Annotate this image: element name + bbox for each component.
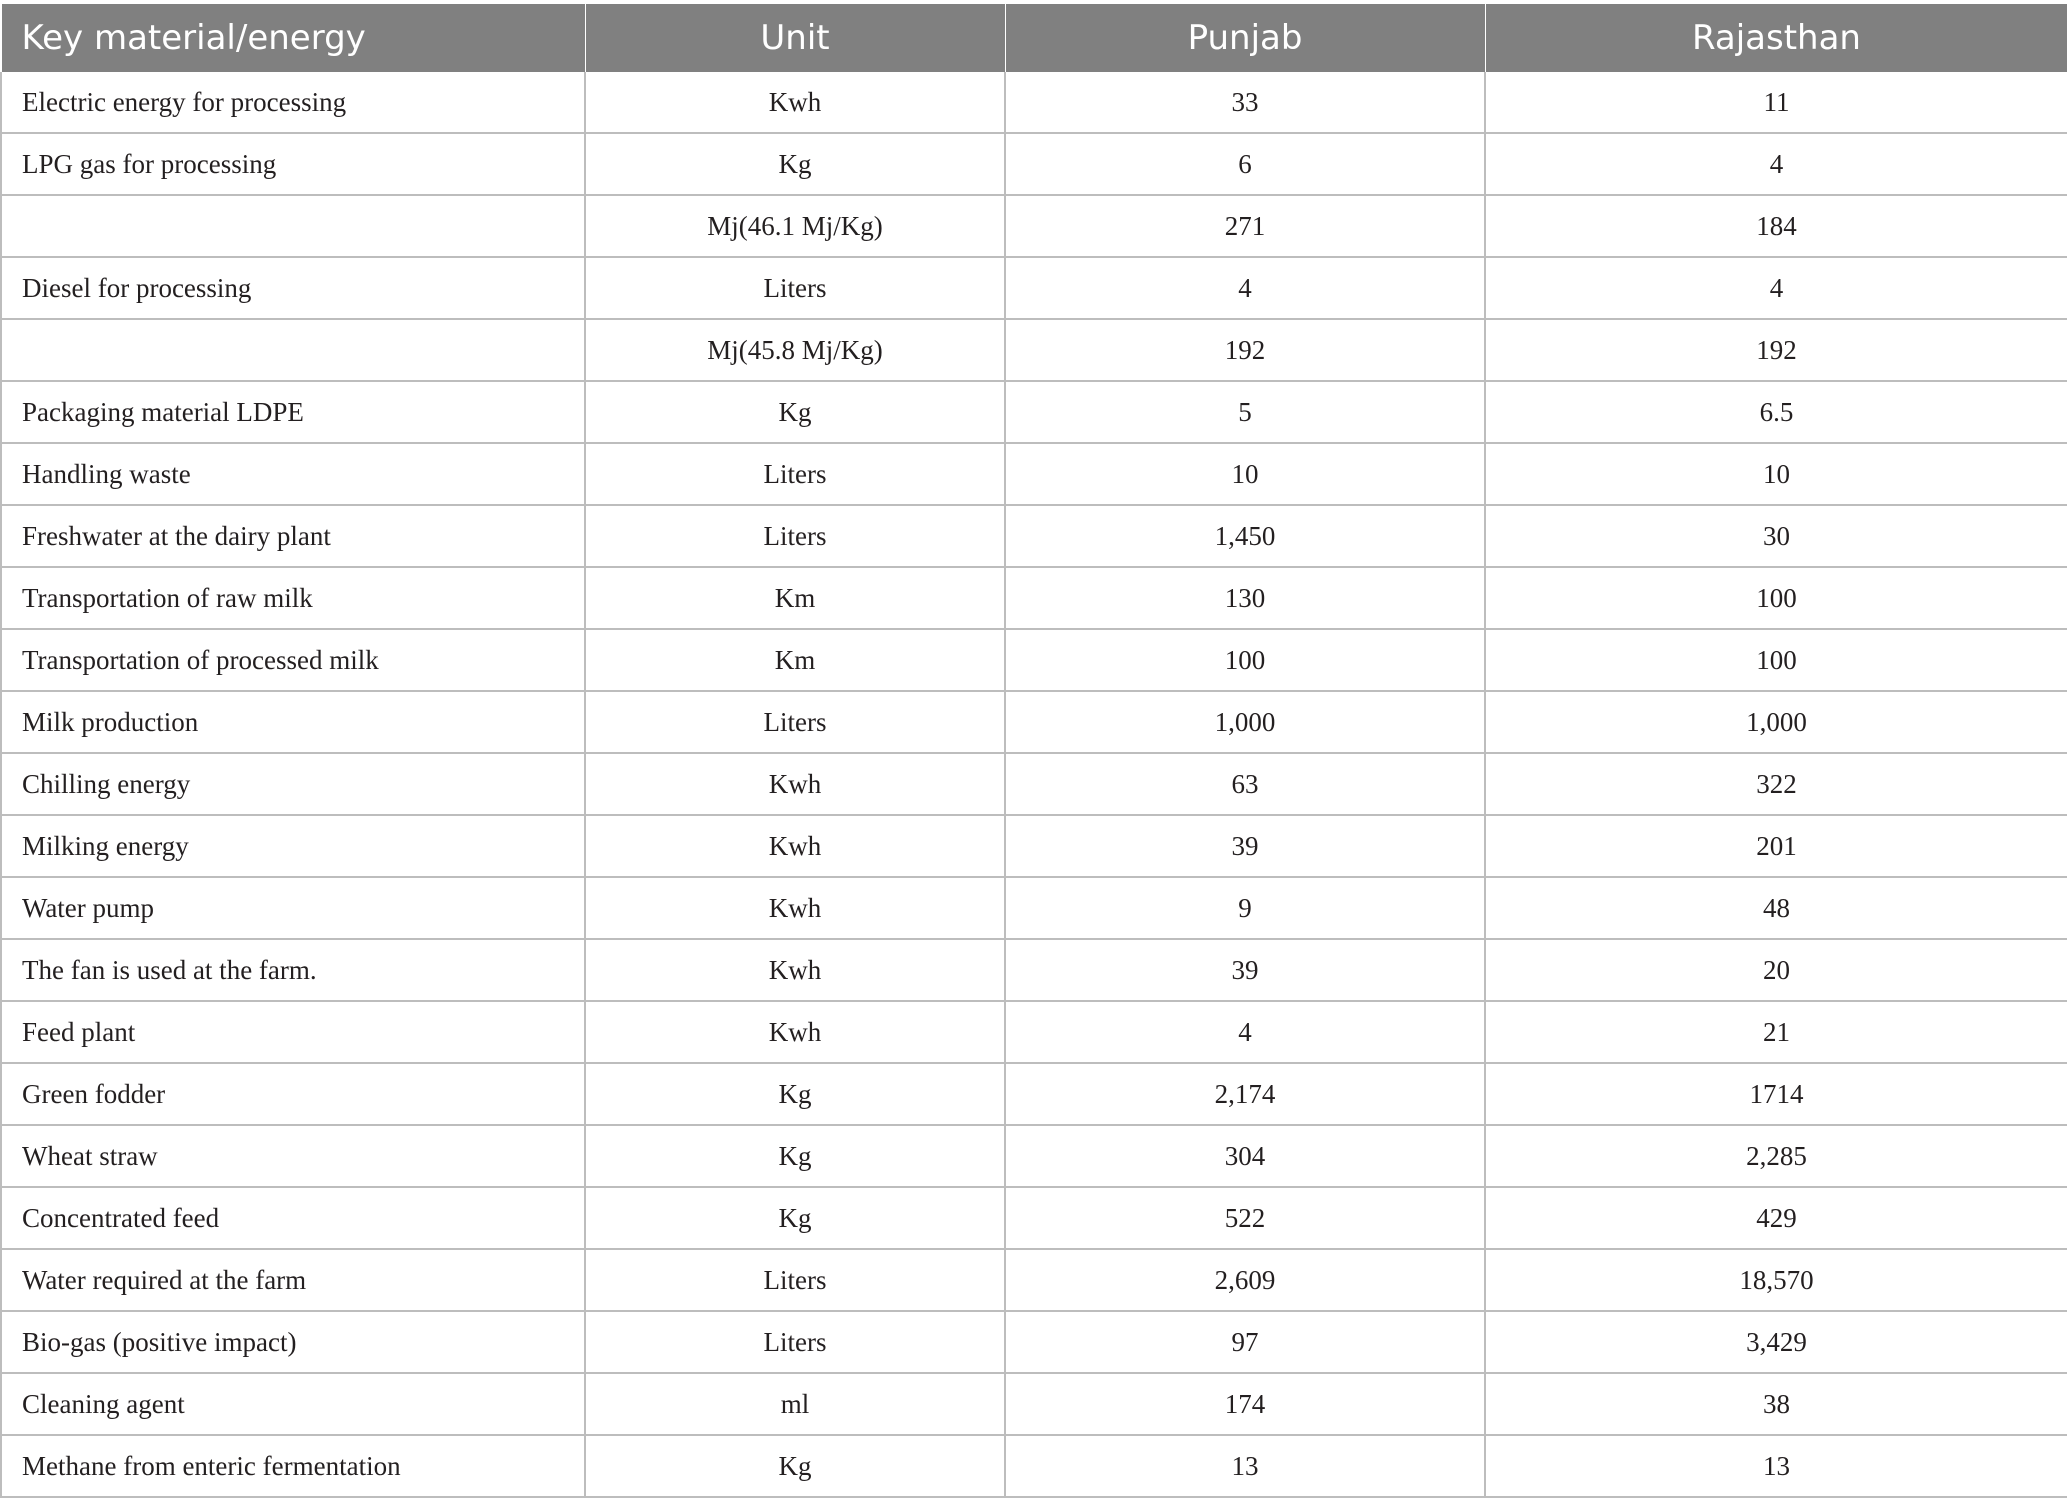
table-row (1, 1125, 2067, 1187)
cell-key-material: Electric energy for processing (1, 72, 585, 133)
cell-punjab: 522 (1005, 1187, 1485, 1249)
cell-punjab: 9 (1005, 877, 1485, 939)
cell-punjab: 13 (1005, 1435, 1485, 1497)
cell-punjab: 130 (1005, 567, 1485, 629)
cell-key-material: Handling waste (1, 443, 585, 505)
cell-key-material: Chilling energy (1, 753, 585, 815)
table-row (1, 133, 2067, 195)
cell-unit: Kg (585, 381, 1005, 443)
cell-rajasthan: 1,000 (1485, 691, 2067, 753)
cell-unit: Kwh (585, 1001, 1005, 1063)
cell-rajasthan: 1714 (1485, 1063, 2067, 1125)
table-row (1, 1063, 2067, 1125)
cell-unit: Kg (585, 1063, 1005, 1125)
table-row (1, 567, 2067, 629)
cell-punjab: 2,174 (1005, 1063, 1485, 1125)
cell-rajasthan: 6.5 (1485, 381, 2067, 443)
cell-unit: Liters (585, 505, 1005, 567)
cell-key-material: LPG gas for processing (1, 133, 585, 195)
cell-key-material: Wheat straw (1, 1125, 585, 1187)
cell-punjab: 63 (1005, 753, 1485, 815)
cell-key-material (1, 195, 585, 257)
cell-punjab: 97 (1005, 1311, 1485, 1373)
cell-key-material: Cleaning agent (1, 1373, 585, 1435)
table-row (1, 319, 2067, 381)
cell-punjab: 5 (1005, 381, 1485, 443)
cell-rajasthan: 21 (1485, 1001, 2067, 1063)
table-row (1, 443, 2067, 505)
table-row (1, 691, 2067, 753)
cell-key-material: Green fodder (1, 1063, 585, 1125)
table-row (1, 1249, 2067, 1311)
cell-rajasthan: 20 (1485, 939, 2067, 1001)
cell-rajasthan: 192 (1485, 319, 2067, 381)
cell-rajasthan: 11 (1485, 72, 2067, 133)
cell-key-material: Water required at the farm (1, 1249, 585, 1311)
table-row (1, 877, 2067, 939)
cell-unit: Km (585, 629, 1005, 691)
cell-punjab: 271 (1005, 195, 1485, 257)
cell-unit: Kwh (585, 753, 1005, 815)
cell-key-material: Methane from enteric fermentation (1, 1435, 585, 1497)
cell-key-material: Concentrated feed (1, 1187, 585, 1249)
cell-unit: Kg (585, 1435, 1005, 1497)
cell-punjab: 39 (1005, 815, 1485, 877)
header-key-material: Key material/energy (1, 4, 585, 72)
cell-punjab: 10 (1005, 443, 1485, 505)
cell-key-material: Transportation of processed milk (1, 629, 585, 691)
table-row (1, 1373, 2067, 1435)
cell-key-material: Packaging material LDPE (1, 381, 585, 443)
cell-key-material: The fan is used at the farm. (1, 939, 585, 1001)
cell-punjab: 4 (1005, 257, 1485, 319)
cell-key-material: Diesel for processing (1, 257, 585, 319)
table-row (1, 939, 2067, 1001)
cell-punjab: 192 (1005, 319, 1485, 381)
cell-rajasthan: 4 (1485, 257, 2067, 319)
table-row (1, 629, 2067, 691)
table-row (1, 1001, 2067, 1063)
cell-rajasthan: 13 (1485, 1435, 2067, 1497)
cell-rajasthan: 10 (1485, 443, 2067, 505)
cell-rajasthan: 48 (1485, 877, 2067, 939)
cell-key-material: Water pump (1, 877, 585, 939)
header-unit: Unit (585, 4, 1005, 72)
table-row (1, 1311, 2067, 1373)
cell-key-material: Feed plant (1, 1001, 585, 1063)
cell-key-material (1, 319, 585, 381)
table-row (1, 505, 2067, 567)
cell-rajasthan: 38 (1485, 1373, 2067, 1435)
table-row (1, 195, 2067, 257)
cell-unit: Mj(46.1 Mj/Kg) (585, 195, 1005, 257)
table-row (1, 753, 2067, 815)
cell-unit: Kwh (585, 815, 1005, 877)
cell-unit: Liters (585, 443, 1005, 505)
cell-key-material: Freshwater at the dairy plant (1, 505, 585, 567)
cell-unit: Mj(45.8 Mj/Kg) (585, 319, 1005, 381)
cell-punjab: 174 (1005, 1373, 1485, 1435)
table-row (1, 1435, 2067, 1497)
cell-key-material: Milk production (1, 691, 585, 753)
cell-unit: Liters (585, 691, 1005, 753)
cell-rajasthan: 3,429 (1485, 1311, 2067, 1373)
table-row (1, 72, 2067, 133)
cell-punjab: 33 (1005, 72, 1485, 133)
cell-rajasthan: 429 (1485, 1187, 2067, 1249)
data-table-container (0, 4, 2067, 1498)
cell-rajasthan: 2,285 (1485, 1125, 2067, 1187)
table-row (1, 1187, 2067, 1249)
cell-punjab: 4 (1005, 1001, 1485, 1063)
cell-punjab: 1,000 (1005, 691, 1485, 753)
cell-rajasthan: 184 (1485, 195, 2067, 257)
table-body (1, 72, 2067, 1497)
cell-unit: Liters (585, 257, 1005, 319)
cell-unit: Km (585, 567, 1005, 629)
header-punjab: Punjab (1005, 4, 1485, 72)
cell-punjab: 100 (1005, 629, 1485, 691)
cell-punjab: 2,609 (1005, 1249, 1485, 1311)
table-header-row (1, 4, 2067, 72)
cell-rajasthan: 18,570 (1485, 1249, 2067, 1311)
cell-rajasthan: 30 (1485, 505, 2067, 567)
cell-key-material: Bio-gas (positive impact) (1, 1311, 585, 1373)
cell-rajasthan: 201 (1485, 815, 2067, 877)
table-row (1, 381, 2067, 443)
cell-unit: Kwh (585, 877, 1005, 939)
cell-key-material: Transportation of raw milk (1, 567, 585, 629)
cell-punjab: 304 (1005, 1125, 1485, 1187)
cell-unit: Kg (585, 1187, 1005, 1249)
header-rajasthan: Rajasthan (1485, 4, 2067, 72)
cell-rajasthan: 100 (1485, 567, 2067, 629)
cell-punjab: 1,450 (1005, 505, 1485, 567)
material-energy-table (0, 4, 2067, 1498)
cell-rajasthan: 322 (1485, 753, 2067, 815)
cell-punjab: 6 (1005, 133, 1485, 195)
table-row (1, 257, 2067, 319)
cell-unit: ml (585, 1373, 1005, 1435)
cell-unit: Kwh (585, 939, 1005, 1001)
cell-unit: Liters (585, 1249, 1005, 1311)
cell-punjab: 39 (1005, 939, 1485, 1001)
table-row (1, 815, 2067, 877)
cell-unit: Kg (585, 133, 1005, 195)
cell-rajasthan: 4 (1485, 133, 2067, 195)
cell-rajasthan: 100 (1485, 629, 2067, 691)
cell-key-material: Milking energy (1, 815, 585, 877)
cell-unit: Kwh (585, 72, 1005, 133)
cell-unit: Liters (585, 1311, 1005, 1373)
cell-unit: Kg (585, 1125, 1005, 1187)
